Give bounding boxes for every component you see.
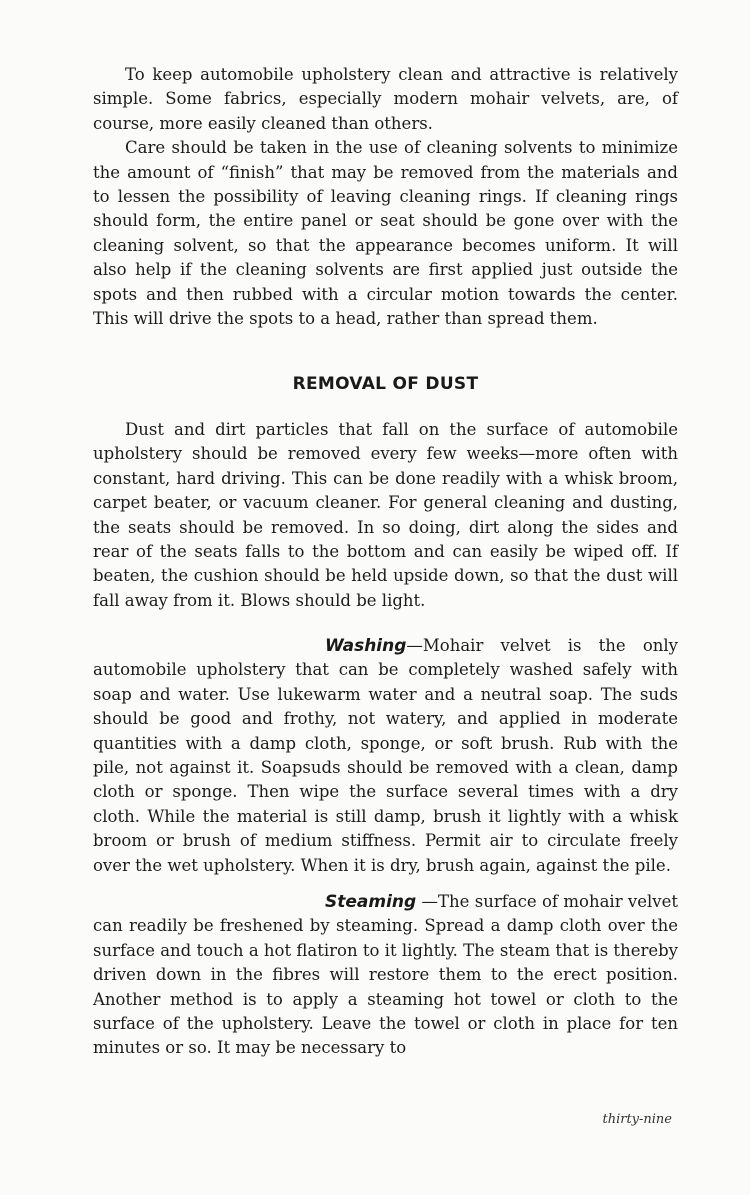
dust-paragraph: Dust and dirt particles that fall on the surface of automobile upholstery should be removed every few weeks—more often with constant, hard driving. This can be done readily with a whisk broom, carpet beater, or vacuum cleaner. For general cleaning and dusting, the seats should be removed. In so doing, dirt along the sides and rear of the seats falls to the bottom and can easily be wiped off. If beaten, the cushion should be held upside down, so that the dust will fall away from it. Blows should be light. [93,420,678,610]
washing-title: Washing [325,636,407,656]
washing-paragraph [93,634,678,878]
dust-text [93,418,678,613]
section-heading: REMOVAL OF DUST [292,374,479,394]
page-number: thirty-nine [602,1112,672,1127]
steaming-paragraph [93,890,678,1061]
intro-paragraph: Care should be taken in the use of cleaning solvents to minimize the amount of “finish” that may be removed from the materials and to lessen the possibility of leaving cleaning rings. If cleaning rings should form, the entire panel or seat should be gone over with the cleaning solvent, so that the appearance becomes uniform. It will also help if the cleaning solvents are first applied just outside the spots and then rubbed with a circular motion towards the center. This will drive the spots to a head, rather than spread them. [93,138,678,329]
washing-body: —Mohair velvet is the only automobile upholstery that can be completely washed safely with soap and water. Use lukewarm water and a neutral soap. The suds should be good and frothy, not watery, and applied in moderate quantities with a damp cloth, sponge, or soft brush. Rub with the pile, not against it. Soapsuds should be removed with a clean, damp cloth or sponge. Then wipe the surface several times with a dry cloth. While the material is still damp, brush it lightly with a whisk broom or brush of medium stiffness. Permit air to circulate freely over the wet upholstery. When it is dry, brush again, against the pile. [93,636,678,875]
steaming-body: —The surface of mohair velvet can readily be freshened by steaming. Spread a damp cloth over the surface and touch a hot flatiron to it lightly. The steam that is thereby driven down in the fibres will restore them to the erect position. Another method is to apply a steaming hot towel or cloth to the surface of the upholstery. Leave the towel or cloth in place for ten minutes or so. It may be necessary to [93,892,678,1058]
steaming-title: Steaming [325,892,417,912]
intro-paragraph: To keep automobile upholstery clean and attractive is relatively simple. Some fabrics, especially modern mohair velvets, are, of course, more easily cleaned than others. [93,65,678,133]
intro-text [93,63,678,331]
